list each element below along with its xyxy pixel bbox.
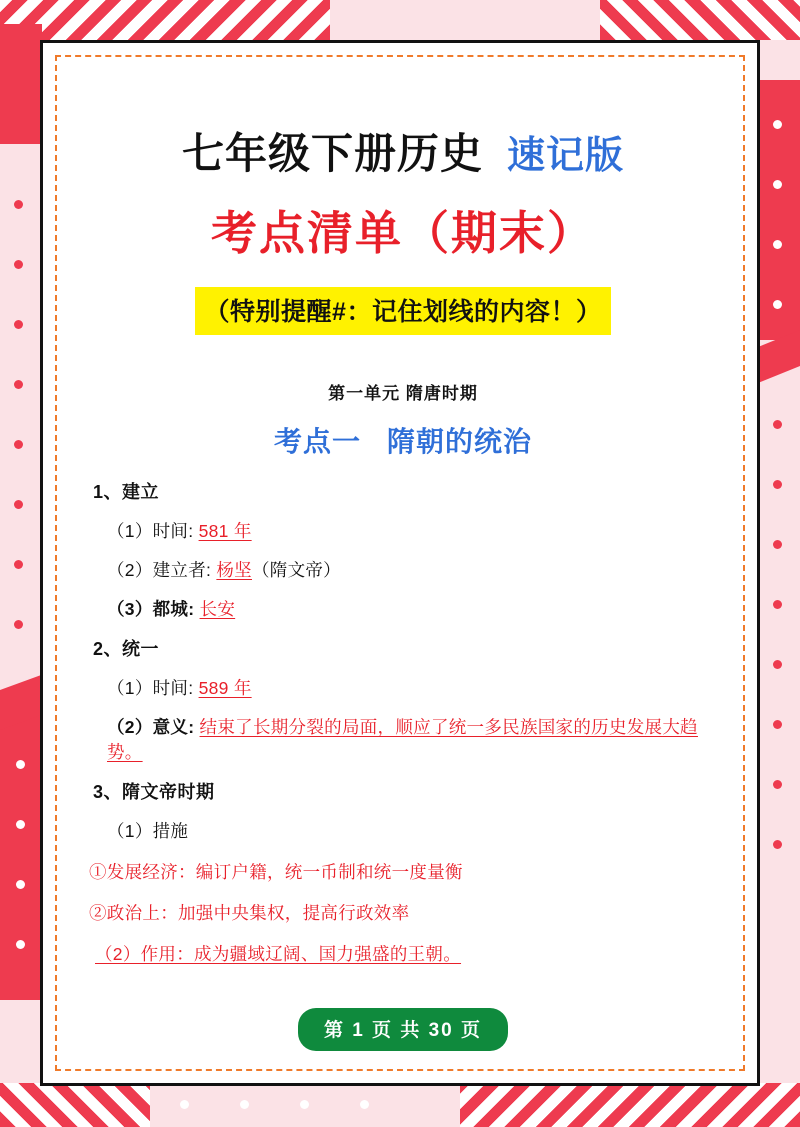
note-red-line: （2）作用：成为疆域辽阔、国力强盛的王朝。: [95, 944, 462, 964]
page-footer: [77, 1008, 729, 1051]
notes-body: [77, 478, 729, 966]
note-value: 结束了长期分裂的局面，顺应了统一多民族国家的历史发展大趋势。: [107, 717, 698, 762]
decorative-dot: [14, 260, 23, 269]
note-value: 589 年: [198, 678, 252, 698]
decorative-dot: [180, 1100, 189, 1109]
note-value: 长安: [199, 599, 236, 619]
page-subtitle-badge: 速记版: [507, 135, 625, 177]
decorative-dot: [14, 440, 23, 449]
note-label: （1）时间:: [107, 678, 194, 698]
note-suffix: （隋文帝）: [251, 560, 341, 580]
decorative-dot: [773, 120, 782, 129]
note-label: （2）意义:: [107, 717, 195, 737]
decorative-dot: [120, 1100, 129, 1109]
decorative-dot: [773, 480, 782, 489]
note-line: [107, 596, 729, 621]
note-label: （1）时间:: [107, 521, 194, 541]
decorative-dot: [16, 760, 25, 769]
decorative-dot: [773, 540, 782, 549]
note-value: 杨坚: [216, 560, 252, 580]
note-label: （2）建立者:: [107, 560, 212, 580]
decorative-red-block-top-left: [0, 24, 42, 144]
note-line: [107, 557, 729, 582]
decorative-stripes-bottom-right: [460, 1083, 800, 1127]
page-title: 七年级下册历史: [181, 130, 483, 177]
note-label: （1）措施: [107, 821, 189, 841]
decorative-dot: [14, 560, 23, 569]
document-content: [77, 73, 729, 1059]
note-red-line: ②政治上：加强中央集权，提高行政效率: [89, 903, 410, 923]
section-title: [77, 420, 729, 460]
decorative-dot: [14, 500, 23, 509]
decorative-dot: [773, 240, 782, 249]
decorative-stripes-top-left: [0, 0, 330, 40]
decorative-dot: [773, 660, 782, 669]
subsection-heading: 2、统一: [93, 639, 160, 659]
section-name-label: 隋朝的统治: [387, 426, 533, 457]
note-line: [107, 818, 729, 843]
decorative-dot: [773, 840, 782, 849]
decorative-dot: [16, 880, 25, 889]
page-heading-main: 考点清单（期末）: [211, 207, 595, 259]
document-title-row: [77, 121, 729, 181]
note-label: （3）都城:: [107, 599, 195, 619]
note-line: [107, 675, 729, 700]
decorative-dot: [773, 720, 782, 729]
unit-label: 第一单元 隋唐时期: [328, 384, 478, 403]
notice-row: [77, 287, 729, 335]
subsection-heading: 3、隋文帝时期: [93, 782, 215, 802]
note-value: 581 年: [198, 521, 252, 541]
decorative-dot: [16, 940, 25, 949]
note-line: [107, 518, 729, 543]
section-number-label: 考点一: [273, 426, 361, 457]
highlight-notice: （特别提醒#：记住划线的内容！）: [195, 287, 612, 335]
decorative-dot: [773, 420, 782, 429]
decorative-dot: [14, 320, 23, 329]
decorative-dot: [773, 600, 782, 609]
decorative-dot: [360, 1100, 369, 1109]
decorative-dot: [773, 300, 782, 309]
page-number-badge: 第 1 页 共 30 页: [298, 1008, 508, 1051]
decorative-dot: [14, 200, 23, 209]
document-card: [40, 40, 760, 1086]
decorative-dot: [773, 780, 782, 789]
decorative-stripes-top-right: [600, 0, 800, 40]
decorative-dot: [16, 820, 25, 829]
decorative-dot: [773, 180, 782, 189]
decorative-dot: [14, 620, 23, 629]
decorative-dot: [14, 380, 23, 389]
note-line: [107, 714, 729, 764]
subsection-heading: 1、建立: [93, 482, 160, 502]
decorative-dot: [240, 1100, 249, 1109]
note-red-line: ①发展经济：编订户籍，统一币制和统一度量衡: [89, 862, 463, 882]
decorative-dot: [300, 1100, 309, 1109]
